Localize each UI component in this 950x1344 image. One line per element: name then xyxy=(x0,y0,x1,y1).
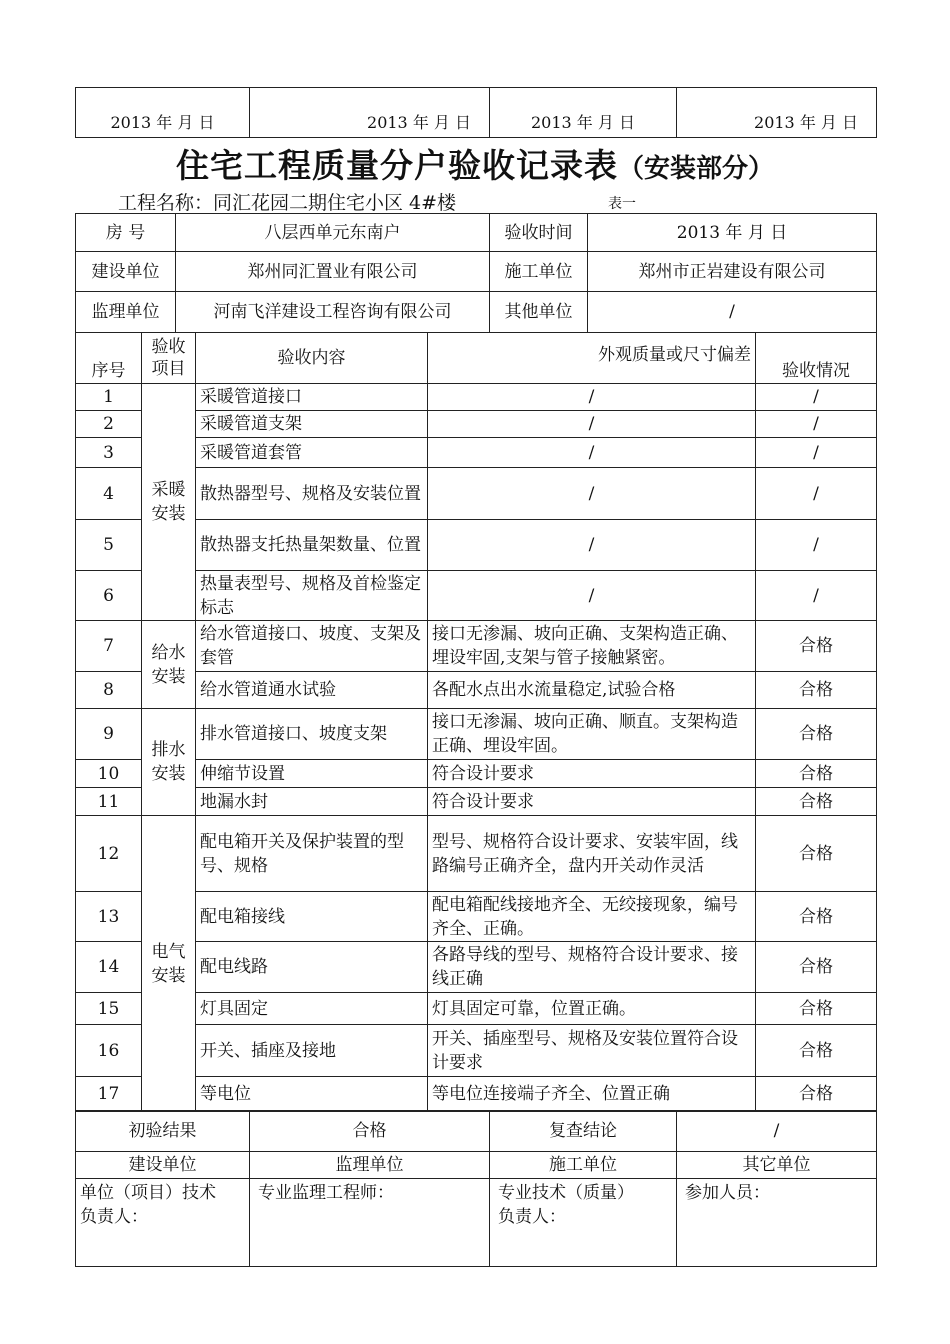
table-row xyxy=(76,892,877,942)
row-result: 合格 xyxy=(756,672,877,709)
row-quality: 各配水点出水流量稳定,试验合格 xyxy=(428,672,756,709)
recheck-label: 复查结论 xyxy=(490,1111,677,1152)
row-content: 配电箱接线 xyxy=(196,892,428,942)
date-supervisor: 2013 年 月 日 xyxy=(250,88,490,138)
row-no: 13 xyxy=(76,892,142,942)
row-result: / xyxy=(756,468,877,520)
row-no: 5 xyxy=(76,520,142,571)
row-quality: 符合设计要求 xyxy=(428,788,756,816)
row-result: 合格 xyxy=(756,1077,877,1112)
row-no: 4 xyxy=(76,468,142,520)
unit-builder: 建设单位 xyxy=(76,1152,250,1179)
row-result: 合格 xyxy=(756,709,877,760)
group-heating: 采暖 安装 xyxy=(142,384,196,621)
group-electric: 电气 安装 xyxy=(142,816,196,1112)
table-row xyxy=(76,384,877,411)
row-content: 配电箱开关及保护装置的型号、规格 xyxy=(196,816,428,892)
row-no: 12 xyxy=(76,816,142,892)
table-row xyxy=(76,1025,877,1077)
table-row xyxy=(76,788,877,816)
table-row xyxy=(76,993,877,1025)
row-result: 合格 xyxy=(756,942,877,993)
initial-result-label: 初验结果 xyxy=(76,1111,250,1152)
row-quality: 型号、规格符合设计要求、安装牢固，线路编号正确齐全，盘内开关动作灵活 xyxy=(428,816,756,892)
table-number: 表一 xyxy=(608,196,636,212)
signature-other: 参加人员： xyxy=(677,1179,877,1267)
row-quality: 接口无渗漏、坡向正确、支架构造正确、埋设牢固,支架与管子接触紧密。 xyxy=(428,621,756,672)
row-content: 采暖管道接口 xyxy=(196,384,428,411)
row-no: 2 xyxy=(76,411,142,438)
unit-contractor: 施工单位 xyxy=(490,1152,677,1179)
row-quality: 开关、插座型号、规格及安装位置符合设计要求 xyxy=(428,1025,756,1077)
row-content: 开关、插座及接地 xyxy=(196,1025,428,1077)
room-label: 房 号 xyxy=(76,214,176,252)
row-result: / xyxy=(756,438,877,468)
row-quality: / xyxy=(428,468,756,520)
row-content: 伸缩节设置 xyxy=(196,760,428,788)
row-result: 合格 xyxy=(756,892,877,942)
time-value: 2013 年 月 日 xyxy=(588,214,877,252)
row-quality: / xyxy=(428,520,756,571)
row-quality: 配电箱配线接地齐全、无绞接现象，编号齐全、正确。 xyxy=(428,892,756,942)
row-quality: / xyxy=(428,384,756,411)
row-no: 11 xyxy=(76,788,142,816)
row-no: 6 xyxy=(76,571,142,621)
table-row xyxy=(76,438,877,468)
header-item-b: 项目 xyxy=(151,359,186,379)
row-no: 3 xyxy=(76,438,142,468)
summary-table xyxy=(75,1110,877,1267)
header-item-a: 验收 xyxy=(151,337,186,357)
row-content: 等电位 xyxy=(196,1077,428,1112)
time-label: 验收时间 xyxy=(490,214,588,252)
row-result: / xyxy=(756,411,877,438)
row-quality: 灯具固定可靠，位置正确。 xyxy=(428,993,756,1025)
row-result: 合格 xyxy=(756,760,877,788)
group-drain: 排水 安装 xyxy=(142,709,196,816)
row-no: 10 xyxy=(76,760,142,788)
recheck-value: / xyxy=(677,1111,877,1152)
initial-result-value: 合格 xyxy=(250,1111,490,1152)
row-content: 灯具固定 xyxy=(196,993,428,1025)
row-content: 地漏水封 xyxy=(196,788,428,816)
row-quality: / xyxy=(428,411,756,438)
table-row xyxy=(76,411,877,438)
contractor-value: 郑州市正岩建设有限公司 xyxy=(588,252,877,292)
header-quality: 外观质量或尺寸偏差 xyxy=(428,333,756,384)
date-other: 2013 年 月 日 xyxy=(677,88,877,138)
row-no: 9 xyxy=(76,709,142,760)
header-result: 验收情况 xyxy=(756,333,877,384)
row-result: 合格 xyxy=(756,1025,877,1077)
row-content: 排水管道接口、坡度支架 xyxy=(196,709,428,760)
row-result: / xyxy=(756,520,877,571)
supervisor-value: 河南飞洋建设工程咨询有限公司 xyxy=(176,292,490,333)
table-row xyxy=(76,942,877,993)
row-no: 7 xyxy=(76,621,142,672)
table-row xyxy=(76,760,877,788)
top-date-strip xyxy=(75,87,877,138)
row-content: 给水管道通水试验 xyxy=(196,672,428,709)
row-content: 采暖管道套管 xyxy=(196,438,428,468)
signature-supervisor: 专业监理工程师： xyxy=(250,1179,490,1267)
row-content: 配电线路 xyxy=(196,942,428,993)
project-name: 工程名称：同汇花园二期住宅小区 4#楼 xyxy=(118,192,457,214)
builder-label: 建设单位 xyxy=(76,252,176,292)
row-quality: / xyxy=(428,571,756,621)
date-contractor: 2013 年 月 日 xyxy=(490,88,677,138)
group-water: 给水 安装 xyxy=(142,621,196,709)
builder-value: 郑州同汇置业有限公司 xyxy=(176,252,490,292)
table-row xyxy=(76,709,877,760)
row-quality: / xyxy=(428,438,756,468)
row-quality: 各路导线的型号、规格符合设计要求、接线正确 xyxy=(428,942,756,993)
row-no: 14 xyxy=(76,942,142,993)
row-content: 给水管道接口、坡度、支架及套管 xyxy=(196,621,428,672)
unit-supervisor: 监理单位 xyxy=(250,1152,490,1179)
signature-builder: 单位（项目）技术 负责人： xyxy=(76,1179,250,1267)
row-quality: 符合设计要求 xyxy=(428,760,756,788)
unit-other: 其它单位 xyxy=(677,1152,877,1179)
row-quality: 等电位连接端子齐全、位置正确 xyxy=(428,1077,756,1112)
row-content: 散热器型号、规格及安装位置 xyxy=(196,468,428,520)
row-result: / xyxy=(756,571,877,621)
row-content: 散热器支托热量架数量、位置 xyxy=(196,520,428,571)
row-result: 合格 xyxy=(756,816,877,892)
table-row xyxy=(76,1077,877,1112)
table-row xyxy=(76,816,877,892)
other-label: 其他单位 xyxy=(490,292,588,333)
row-content: 采暖管道支架 xyxy=(196,411,428,438)
row-result: 合格 xyxy=(756,788,877,816)
row-no: 17 xyxy=(76,1077,142,1112)
row-no: 1 xyxy=(76,384,142,411)
row-result: 合格 xyxy=(756,621,877,672)
header-item xyxy=(142,333,196,384)
header-content: 验收内容 xyxy=(196,333,428,384)
signature-contractor: 专业技术（质量） 负责人： xyxy=(490,1179,677,1267)
acceptance-table xyxy=(75,332,877,1112)
row-content: 热量表型号、规格及首检鉴定标志 xyxy=(196,571,428,621)
table-row xyxy=(76,621,877,672)
other-value: / xyxy=(588,292,877,333)
row-result: / xyxy=(756,384,877,411)
form-title xyxy=(0,140,950,187)
row-no: 15 xyxy=(76,993,142,1025)
table-row xyxy=(76,468,877,520)
date-builder: 2013 年 月 日 xyxy=(76,88,250,138)
title-sub: （安装部分） xyxy=(617,154,774,184)
info-table xyxy=(75,213,877,333)
supervisor-label: 监理单位 xyxy=(76,292,176,333)
title-main: 住宅工程质量分户验收记录表 xyxy=(175,146,618,185)
row-result: 合格 xyxy=(756,993,877,1025)
table-row xyxy=(76,571,877,621)
row-no: 8 xyxy=(76,672,142,709)
table-row xyxy=(76,520,877,571)
header-seq: 序号 xyxy=(76,333,142,384)
row-no: 16 xyxy=(76,1025,142,1077)
row-quality: 接口无渗漏、坡向正确、顺直。支架构造正确、埋设牢固。 xyxy=(428,709,756,760)
table-row xyxy=(76,672,877,709)
room-value: 八层西单元东南户 xyxy=(176,214,490,252)
contractor-label: 施工单位 xyxy=(490,252,588,292)
